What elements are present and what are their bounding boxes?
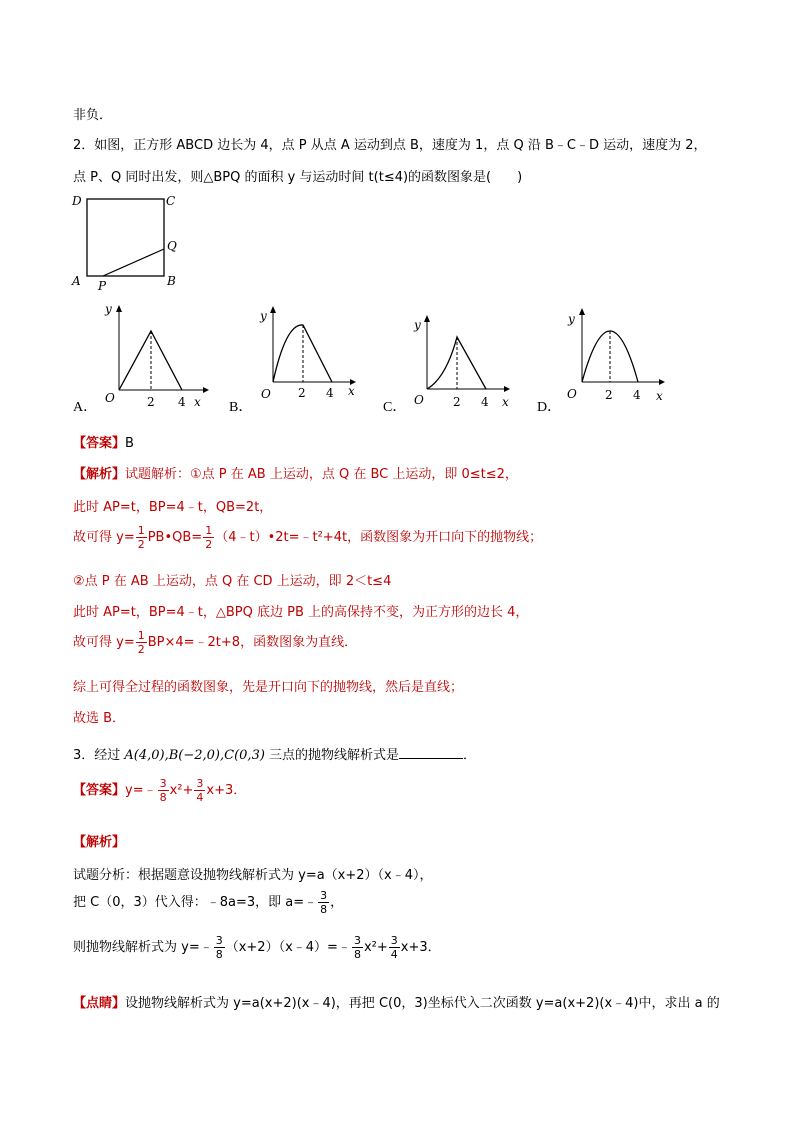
- option-a-graph: [100, 300, 210, 410]
- option-d-label: D．: [537, 400, 562, 415]
- svg-text:y: y: [105, 302, 112, 316]
- label-b: B: [167, 274, 176, 288]
- option-a-label: A．: [73, 400, 98, 415]
- q2-analysis-line4: ②点 P 在 AB 上运动，点 Q 在 CD 上运动，即 2＜t≤4: [73, 574, 392, 589]
- svg-text:4: 4: [178, 395, 186, 409]
- svg-text:2: 2: [605, 388, 613, 402]
- svg-text:O: O: [414, 393, 424, 407]
- label-d: D: [72, 194, 82, 208]
- svg-text:2: 2: [147, 395, 155, 409]
- option-c-graph: [408, 312, 518, 412]
- svg-text:O: O: [567, 387, 577, 401]
- svg-text:O: O: [105, 391, 115, 405]
- label-a: A: [72, 274, 81, 288]
- q2-analysis-line2: 此时 AP=t，BP=4﹣t，QB=2t，: [73, 500, 273, 515]
- q2-analysis-line8: 故选 B．: [73, 711, 126, 726]
- svg-text:x: x: [502, 395, 509, 409]
- graph-curve: [273, 325, 332, 382]
- svg-text:4: 4: [326, 386, 334, 400]
- q3-points: A(4,0),B(−2,0),C(0,3): [124, 748, 265, 763]
- svg-text:4: 4: [481, 395, 489, 409]
- q3-stem: 3．经过 A(4,0),B(−2,0),C(0,3) 三点的抛物线解析式是 ．: [73, 748, 477, 763]
- label-c: C: [166, 194, 176, 208]
- svg-text:2: 2: [453, 395, 461, 409]
- svg-text:O: O: [261, 387, 271, 401]
- q3-analysis-line1: 试题分析：根据题意设抛物线解析式为 y=a（x+2）（x﹣4），: [73, 868, 433, 883]
- option-b-label: B．: [229, 400, 253, 415]
- option-d-graph: [564, 305, 674, 410]
- answer-tag: 【答案】: [73, 436, 126, 451]
- svg-text:x: x: [194, 395, 201, 409]
- answer-value: B: [125, 436, 134, 451]
- svg-text:x: x: [348, 384, 355, 398]
- svg-text:y: y: [414, 318, 421, 332]
- svg-text:y: y: [568, 312, 575, 326]
- q2-stem-line1: 2．如图，正方形 ABCD 边长为 4，点 P 从点 A 运动到点 B，速度为 1，点 Q 沿 B﹣C﹣D 运动，速度为 2，: [73, 138, 707, 153]
- previous-text-tail: 非负．: [73, 108, 113, 123]
- answer-blank: [399, 746, 463, 759]
- q2-stem-line2: 点 P、Q 同时出发，则△BPQ 的面积 y 与运动时间 t(t≤4)的函数图象是( ): [73, 170, 523, 185]
- q2-analysis-line7: 综上可得全过程的函数图象，先是开口向下的抛物线，然后是直线；: [73, 680, 464, 695]
- label-q: Q: [167, 239, 177, 253]
- label-p: P: [98, 279, 107, 293]
- svg-text:2: 2: [298, 386, 306, 400]
- q3-answer-line: 【答案】y=﹣ $\frac{3}{8}$ x²+ $\frac{3}{4}$ x+3．: [73, 777, 247, 804]
- q3-analysis-line3: 则抛物线解析式为 y=﹣ $\frac{3}{8}$ （x+2）（x﹣4）=﹣ $\frac{3}{8}$ x²+ $\frac{3}{4}$ x+3．: [73, 934, 441, 961]
- q2-analysis-line5: 此时 AP=t，BP=4﹣t，△BPQ 底边 PB 上的高保持不变，为正方形的边长 4，: [73, 605, 529, 620]
- svg-text:y: y: [260, 309, 267, 323]
- square-outline: [87, 199, 164, 276]
- option-c-label: C．: [383, 400, 407, 415]
- q3-dianjing-line: 【点睛】设抛物线解析式为 y=a(x+2)(x﹣4)，再把 C(0，3)坐标代入二次函数 y=a(x+2)(x﹣4)中，求出 a 的: [73, 996, 720, 1011]
- q2-analysis-line6: 故可得 y= $\frac{1}{2}$ BP×4=﹣2t+8，函数图象为直线．: [73, 629, 358, 656]
- segment-pq: [103, 249, 164, 276]
- q2-answer-line: [73, 432, 134, 451]
- svg-text:x: x: [656, 389, 663, 403]
- q2-analysis-line1: 【解析】试题解析：①点 P 在 AB 上运动，点 Q 在 BC 上运动，即 0≤t≤2，: [73, 467, 518, 482]
- square-abcd-figure: [66, 190, 196, 295]
- svg-text:4: 4: [633, 388, 641, 402]
- q3-analysis-line2: 把 C（0，3）代入得：﹣8a=3，即 a=﹣ $\frac{3}{8}$ ，: [73, 889, 344, 916]
- q2-analysis-line3: 故可得 y= $\frac{1}{2}$ PB•QB= $\frac{1}{2}$ （4﹣t）•2t=﹣t²+4t，函数图象为开口向下的抛物线；: [73, 524, 543, 551]
- option-b-graph: [254, 303, 364, 409]
- q3-analysis-tag: 【解析】: [73, 835, 126, 850]
